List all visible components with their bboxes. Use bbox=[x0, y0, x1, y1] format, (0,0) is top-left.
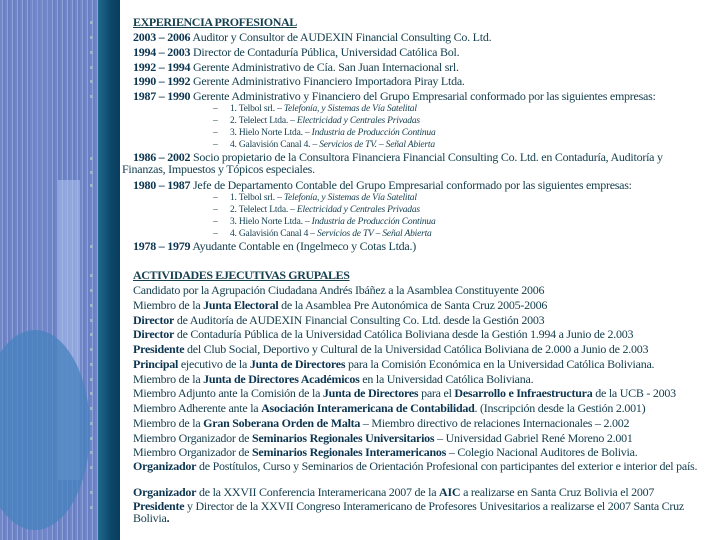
dash: – bbox=[213, 205, 218, 215]
bullet bbox=[90, 184, 93, 187]
company-sector: Electricidad y Centrales Privadas bbox=[296, 205, 420, 215]
text: – Universidad Gabriel René Moreno 2.001 bbox=[434, 430, 633, 445]
text: Miembro Organizador de bbox=[133, 445, 252, 460]
text: de Contaduría Pública de la Universidad Católica Boliviana desde la Gestión 1.994 a Junio de 2.003 bbox=[174, 327, 634, 342]
text: Miembro Organizador de bbox=[133, 430, 252, 445]
decorative-strip bbox=[98, 0, 120, 540]
text: Jefe de Departamento Contable del Grupo Empresarial conformado por las siguientes empresas: bbox=[190, 178, 632, 192]
list-item bbox=[133, 327, 633, 341]
company-item bbox=[213, 204, 420, 216]
list-item bbox=[133, 74, 465, 88]
bullet bbox=[90, 506, 93, 509]
bold-text: 1994 – 2003 bbox=[133, 44, 191, 59]
bullet bbox=[90, 157, 93, 160]
dash: – bbox=[213, 140, 218, 150]
text: de la Asamblea Pre Autonómica de Santa Cruz 2005-2006 bbox=[278, 297, 548, 312]
text: en la Universidad Católica Boliviana. bbox=[359, 371, 534, 386]
bullet bbox=[90, 437, 93, 440]
text: para la Comisión Económica en la Universidad Católica Boliviana. bbox=[345, 356, 655, 371]
list-item bbox=[133, 485, 654, 499]
text: Socio propietario de la Consultora Financiera Financial Consulting Co. Ltd. en Contaduría, Auditoría y Finanzas, Impuestos y Tópicos especiales. bbox=[122, 150, 663, 176]
company-name: 4. Galavisión Canal 4 – bbox=[230, 229, 318, 239]
company-sector: Telefonía, y Sistemas de Vía Satelital bbox=[283, 104, 417, 114]
bullet bbox=[90, 319, 93, 322]
bullet bbox=[90, 422, 93, 425]
bold-text: Organizador bbox=[133, 484, 197, 499]
company-item bbox=[213, 127, 436, 139]
section-title-actividades: ACTIVIDADES EJECUTIVAS GRUPALES bbox=[133, 268, 350, 282]
text: Auditor y Consultor de AUDEXIN Financial Consulting Co. Ltd. bbox=[190, 30, 492, 44]
list-item bbox=[133, 460, 708, 472]
bullet bbox=[90, 333, 93, 336]
company-item bbox=[213, 216, 436, 228]
decorative-side-panel bbox=[0, 0, 98, 540]
bold-text: Asociación Interamericana de Contabilidad bbox=[261, 401, 475, 415]
company-item bbox=[213, 192, 417, 204]
company-item bbox=[213, 103, 417, 115]
dash: – bbox=[213, 128, 218, 138]
company-sector: Servicios de TV – Señal Abierta bbox=[317, 229, 432, 239]
list-item bbox=[133, 89, 656, 103]
bold-text: 1986 – 2002 bbox=[133, 150, 191, 164]
dash: – bbox=[213, 229, 218, 239]
bold-text: Principal bbox=[133, 356, 179, 371]
list-item bbox=[133, 431, 633, 445]
bold-text: Seminarios Regionales Universitarios bbox=[252, 430, 435, 445]
bold-text: . bbox=[166, 510, 170, 525]
company-name: 3. Hielo Norte Ltda. – bbox=[230, 217, 312, 227]
list-item bbox=[133, 445, 637, 459]
list-item bbox=[133, 178, 632, 192]
bullet bbox=[90, 274, 93, 277]
list-item bbox=[133, 372, 533, 386]
text: Gerente Administrativo y Financiero del Grupo Empresarial conformado por las siguientes empresas: bbox=[190, 89, 656, 104]
bold-text: Presidente bbox=[133, 342, 185, 356]
dash: – bbox=[213, 193, 218, 203]
text: Miembro de la bbox=[133, 297, 204, 312]
text: – Colegio Nacional Auditores de Bolivia. bbox=[446, 445, 638, 460]
list-item bbox=[133, 30, 491, 44]
bullet bbox=[90, 21, 93, 24]
text: ejecutivo de la bbox=[178, 356, 250, 371]
text: Director de Contaduría Pública, Universidad Católica Bol. bbox=[190, 44, 460, 59]
list-item bbox=[133, 500, 718, 524]
list-item bbox=[122, 151, 694, 175]
text: Ayudante Contable en (Ingelmeco y Cotas Ltda.) bbox=[190, 239, 416, 253]
bullet bbox=[90, 491, 93, 494]
dash: – bbox=[213, 104, 218, 114]
text: de la XXVII Conferencia Interamericana 2007 de la bbox=[196, 484, 440, 499]
text: Miembro Adherente ante la bbox=[133, 401, 262, 415]
bold-text: AIC bbox=[439, 484, 461, 499]
bold-text: 1980 – 1987 bbox=[133, 178, 191, 192]
bold-text: Gran Soberana Orden de Malta bbox=[203, 415, 361, 430]
list-item bbox=[133, 283, 544, 297]
company-name: 4. Galavisión Canal 4. – bbox=[230, 140, 320, 150]
bullet bbox=[90, 407, 93, 410]
text: de la UCB - 2003 bbox=[592, 386, 676, 401]
bold-text: Organizador bbox=[133, 459, 197, 473]
bold-text: 1990 – 1992 bbox=[133, 74, 191, 89]
list-item bbox=[133, 357, 654, 371]
bullet bbox=[90, 171, 93, 174]
bold-text: 1987 – 1990 bbox=[133, 89, 191, 104]
bullet bbox=[90, 289, 93, 292]
bold-text: Junta de Directores Académicos bbox=[203, 371, 360, 386]
list-item bbox=[133, 401, 645, 415]
company-name: 2. Telelect Ltda. – bbox=[230, 205, 297, 215]
bullet bbox=[90, 51, 93, 54]
bullet bbox=[90, 363, 93, 366]
dash: – bbox=[213, 116, 218, 126]
text: Gerente Administrativo Financiero Importadora Piray Ltda. bbox=[190, 74, 465, 89]
company-name: 1. Telbol srl. – bbox=[230, 193, 284, 203]
bullet bbox=[90, 66, 93, 69]
bold-text: Presidente bbox=[133, 498, 185, 513]
bold-text: 1992 – 1994 bbox=[133, 59, 191, 74]
bullet bbox=[90, 392, 93, 395]
company-sector: Electricidad y Centrales Privadas bbox=[296, 116, 420, 126]
text: de Auditoría de AUDEXIN Financial Consulting Co. Ltd. desde la Gestión 2003 bbox=[174, 312, 545, 327]
bold-text: Director bbox=[133, 312, 175, 327]
bullet bbox=[90, 466, 93, 469]
bullet bbox=[90, 36, 93, 39]
company-name: 2. Telelect Ltda. – bbox=[230, 116, 297, 126]
list-item bbox=[133, 342, 648, 356]
text: Miembro de la bbox=[133, 371, 204, 386]
company-item bbox=[213, 115, 420, 127]
text: y Director de la XXVII Congreso Interamericano de Profesores Univesitarios a realizarse el 2007 Santa Cruz Bolivia bbox=[133, 498, 684, 525]
company-name: 1. Telbol srl. – bbox=[230, 104, 284, 114]
bold-text: Seminarios Regionales Interamericanos bbox=[252, 445, 447, 460]
company-sector: Servicios de TV. – Señal Abierta bbox=[319, 140, 435, 150]
bold-text: 2003 – 2006 bbox=[133, 30, 191, 44]
bold-text: Junta de Directores bbox=[322, 386, 419, 401]
company-sector: Telefonía, y Sistemas de Vía Satelital bbox=[283, 193, 417, 203]
dash: – bbox=[213, 217, 218, 227]
list-item bbox=[133, 239, 416, 253]
text: Candidato por la Agrupación Ciudadana Andrés Ibáñez a la Asamblea Constituyente 2006 bbox=[133, 283, 545, 297]
company-name: 3. Hielo Norte Ltda. – bbox=[230, 128, 312, 138]
text: Miembro de la bbox=[133, 415, 204, 430]
text: – Miembro directivo de relaciones Internacionales – 2.002 bbox=[360, 415, 630, 430]
text: de Postítulos, Curso y Seminarios de Orientación Profesional con participantes del exterior e interior del país. bbox=[196, 459, 698, 473]
text: Miembro Adjunto ante la Comisión de la bbox=[133, 386, 323, 401]
bold-text: Desarrollo e Infraestructura bbox=[454, 386, 593, 401]
text: . (Inscripción desde la Gestión 2.001) bbox=[474, 401, 646, 415]
bullet bbox=[90, 95, 93, 98]
text: para el bbox=[418, 386, 455, 401]
bold-text: 1978 – 1979 bbox=[133, 239, 191, 253]
bullet bbox=[90, 451, 93, 454]
list-item bbox=[133, 45, 459, 59]
bold-text: Junta de Directores bbox=[249, 356, 346, 371]
company-sector: Industria de Producción Continua bbox=[311, 128, 436, 138]
text: Gerente Administrativo de Cía. San Juan Internacional srl. bbox=[190, 59, 459, 74]
text: del Club Social, Deportivo y Cultural de la Universidad Católica Boliviana de 2.000 a Junio de 2.003 bbox=[184, 342, 649, 356]
bullet bbox=[90, 348, 93, 351]
section-title-experiencia: EXPERIENCIA PROFESIONAL bbox=[133, 15, 297, 29]
list-item bbox=[133, 416, 629, 430]
bullet bbox=[90, 378, 93, 381]
bullet bbox=[90, 245, 93, 248]
bold-text: Junta Electoral bbox=[203, 297, 279, 312]
bold-text: Director bbox=[133, 327, 175, 342]
list-item bbox=[133, 313, 544, 327]
list-item bbox=[133, 298, 547, 312]
bullet bbox=[90, 304, 93, 307]
company-sector: Industria de Producción Continua bbox=[311, 217, 436, 227]
list-item bbox=[133, 60, 459, 74]
text: a realizarse en Santa Cruz Bolivia el 2007 bbox=[460, 484, 655, 499]
bullet bbox=[90, 80, 93, 83]
list-item bbox=[133, 386, 676, 400]
